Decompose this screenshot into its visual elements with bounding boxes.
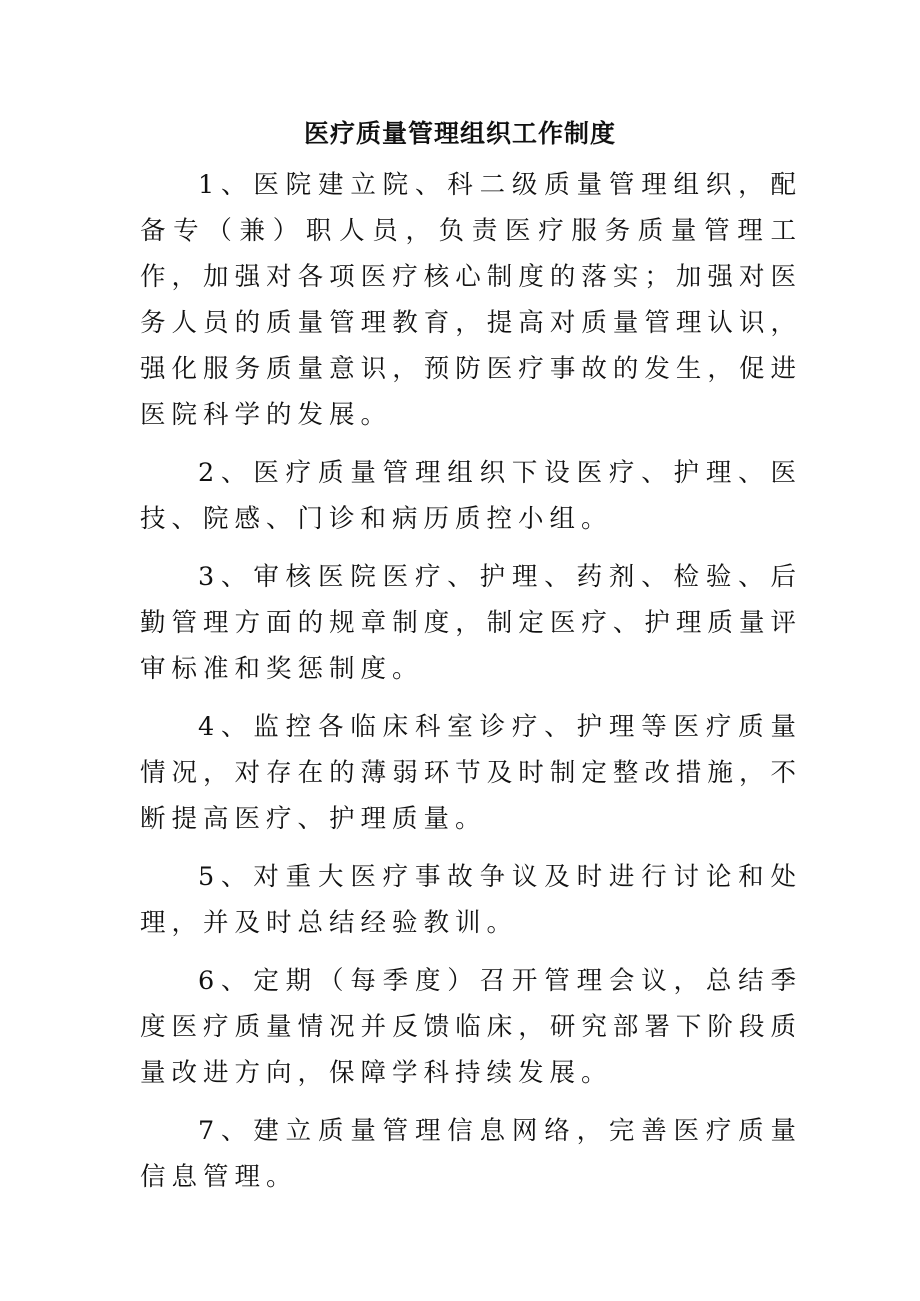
paragraph-2: 2、医疗质量管理组织下设医疗、护理、医技、院感、门诊和病历质控小组。 — [140, 458, 802, 534]
paragraph-7: 7、建立质量管理信息网络，完善医疗质量信息管理。 — [140, 1116, 802, 1192]
document-body — [140, 162, 802, 1212]
paragraph-5: 5、对重大医疗事故争议及时进行讨论和处理，并及时总结经验教训。 — [140, 862, 802, 938]
document-title: 医疗质量管理组织工作制度 — [303, 119, 616, 148]
paragraph-3: 3、审核医院医疗、护理、药剂、检验、后勤管理方面的规章制度，制定医疗、护理质量评审标准和奖惩制度。 — [140, 562, 802, 684]
paragraph-4: 4、监控各临床科室诊疗、护理等医疗质量情况，对存在的薄弱环节及时制定整改措施，不断提高医疗、护理质量。 — [140, 712, 802, 834]
paragraph-1: 1、医院建立院、科二级质量管理组织，配备专（兼）职人员，负责医疗服务质量管理工作，加强对各项医疗核心制度的落实；加强对医务人员的质量管理教育，提高对质量管理认识，强化服务质量意识，预防医疗事故的发生，促进医院科学的发展。 — [140, 170, 802, 430]
paragraph-6: 6、定期（每季度）召开管理会议，总结季度医疗质量情况并反馈临床，研究部署下阶段质量改进方向，保障学科持续发展。 — [140, 966, 802, 1088]
